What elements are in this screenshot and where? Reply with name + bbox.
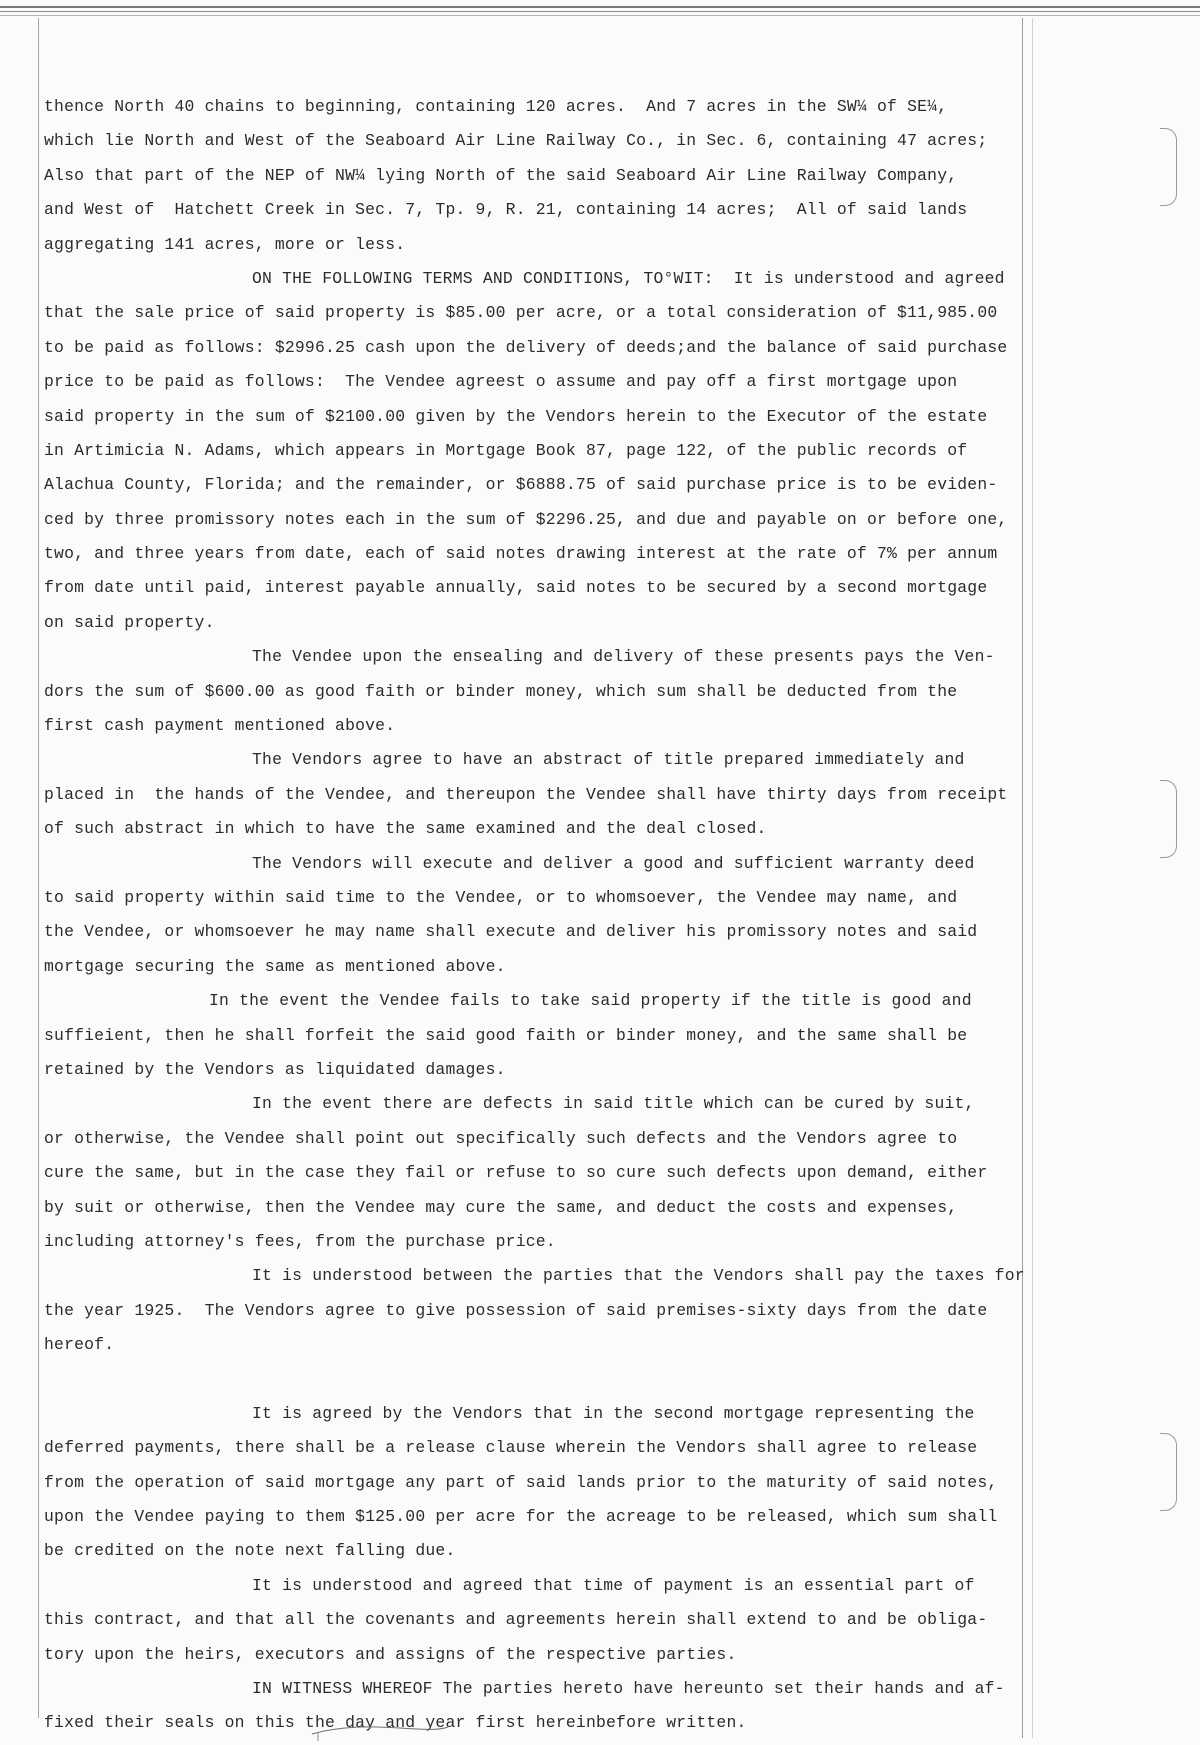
pen-stroke-icon — [310, 1722, 450, 1742]
paragraph-start: In the event there are defects in said title which can be cured by suit, — [252, 1094, 975, 1114]
text-line: two, and three years from date, each of said notes drawing interest at the rate of 7% per annum — [44, 544, 998, 564]
text-line: by suit or otherwise, then the Vendee may cure the same, and deduct the costs and expenses, — [44, 1197, 958, 1217]
text-line: upon the Vendee paying to them $125.00 per acre for the acreage to be released, which sum shall — [44, 1507, 998, 1527]
text-line: suffieient, then he shall forfeit the said good faith or binder money, and the same shall be — [44, 1025, 968, 1045]
text-line: to said property within said time to the Vendee, or to whomsoever, the Vendee may name, and — [44, 887, 958, 907]
text-line: the Vendee, or whomsoever he may name shall execute and deliver his promissory notes and said — [44, 922, 978, 942]
text-line: the year 1925. The Vendors agree to give possession of said premises-sixty days from the date — [44, 1300, 988, 1320]
text-line: from the operation of said mortgage any part of said lands prior to the maturity of said notes, — [44, 1472, 998, 1492]
text-line: dors the sum of $600.00 as good faith or binder money, which sum shall be deducted from the — [44, 681, 958, 701]
top-edge-rule — [0, 11, 1200, 12]
binder-hole-icon — [1160, 128, 1177, 206]
paragraph-start: ON THE FOLLOWING TERMS AND CONDITIONS, TO°WIT: It is understood and agreed — [252, 268, 1005, 288]
top-edge-rule — [0, 15, 1200, 16]
blank-line — [44, 1362, 1084, 1396]
paragraph-start: It is understood between the parties that the Vendors shall pay the taxes for — [252, 1266, 1025, 1286]
paragraph-start: The Vendee upon the ensealing and delivery of these presents pays the Ven- — [252, 647, 995, 667]
text-line: of such abstract in which to have the same examined and the deal closed. — [44, 819, 767, 839]
paragraph-start: It is understood and agreed that time of payment is an essential part of — [252, 1575, 975, 1595]
text-line: ced by three promissory notes each in the sum of $2296.25, and due and payable on or before one, — [44, 509, 1008, 529]
text-line: said property in the sum of $2100.00 given by the Vendors herein to the Executor of the estate — [44, 406, 988, 426]
text-line: thence North 40 chains to beginning, containing 120 acres. And 7 acres in the SW¼ of SE¼, — [44, 97, 948, 116]
text-line: aggregating 141 acres, more or less. — [44, 234, 406, 254]
binder-hole-icon — [1160, 1433, 1177, 1511]
text-line: retained by the Vendors as liquidated damages. — [44, 1059, 506, 1079]
text-line: on said property. — [44, 612, 215, 632]
contract-text — [44, 90, 1084, 1741]
text-line: tory upon the heirs, executors and assigns of the respective parties. — [44, 1644, 737, 1664]
text-line: Also that part of the NEP of NW¼ lying North of the said Seaboard Air Line Railway Company, — [44, 165, 958, 185]
text-line: deferred payments, there shall be a release clause wherein the Vendors shall agree to release — [44, 1438, 978, 1458]
text-line: price to be paid as follows: The Vendee agreest o assume and pay off a first mortgage upon — [44, 372, 958, 392]
text-line: in Artimicia N. Adams, which appears in Mortgage Book 87, page 122, of the public records of — [44, 440, 968, 460]
text-line: which lie North and West of the Seaboard Air Line Railway Co., in Sec. 6, containing 47 acres; — [44, 131, 988, 151]
paragraph-start: The Vendors agree to have an abstract of title prepared immediately and — [252, 750, 965, 770]
text-line: cure the same, but in the case they fail or refuse to so cure such defects upon demand, either — [44, 1163, 988, 1183]
text-line: hereof. — [44, 1335, 115, 1355]
text-line: including attorney's fees, from the purchase price. — [44, 1231, 556, 1251]
text-line: be credited on the note next falling due. — [44, 1541, 456, 1561]
text-line: first cash payment mentioned above. — [44, 716, 396, 736]
paragraph-start: In the event the Vendee fails to take said property if the title is good and — [209, 991, 972, 1011]
text-line: this contract, and that all the covenants and agreements herein shall extend to and be obliga- — [44, 1610, 988, 1630]
text-line: fixed their seals on this the day and year first hereinbefore written. — [44, 1713, 747, 1733]
paragraph-start: It is agreed by the Vendors that in the second mortgage representing the — [252, 1403, 975, 1423]
text-line: placed in the hands of the Vendee, and thereupon the Vendee shall have thirty days from receipt — [44, 784, 1008, 804]
text-line: that the sale price of said property is $85.00 per acre, or a total consideration of $11,985.00 — [44, 303, 998, 323]
binder-hole-icon — [1160, 780, 1177, 858]
paragraph-start: IN WITNESS WHEREOF The parties hereto have hereunto set their hands and af- — [252, 1678, 1005, 1698]
text-line: Alachua County, Florida; and the remainder, or $6888.75 of said purchase price is to be eviden- — [44, 475, 998, 495]
text-line: to be paid as follows: $2996.25 cash upon the delivery of deeds;and the balance of said purchase — [44, 337, 1008, 357]
paragraph-start: The Vendors will execute and deliver a good and sufficient warranty deed — [252, 853, 975, 873]
text-line: or otherwise, the Vendee shall point out specifically such defects and the Vendors agree to — [44, 1128, 958, 1148]
text-line: mortgage securing the same as mentioned above. — [44, 956, 506, 976]
text-line: and West of Hatchett Creek in Sec. 7, Tp. 9, R. 21, containing 14 acres; All of said lands — [44, 200, 968, 220]
left-margin-line — [38, 18, 39, 1718]
text-line: from date until paid, interest payable annually, said notes to be secured by a second mortgage — [44, 578, 988, 598]
top-edge-rule — [0, 6, 1200, 8]
